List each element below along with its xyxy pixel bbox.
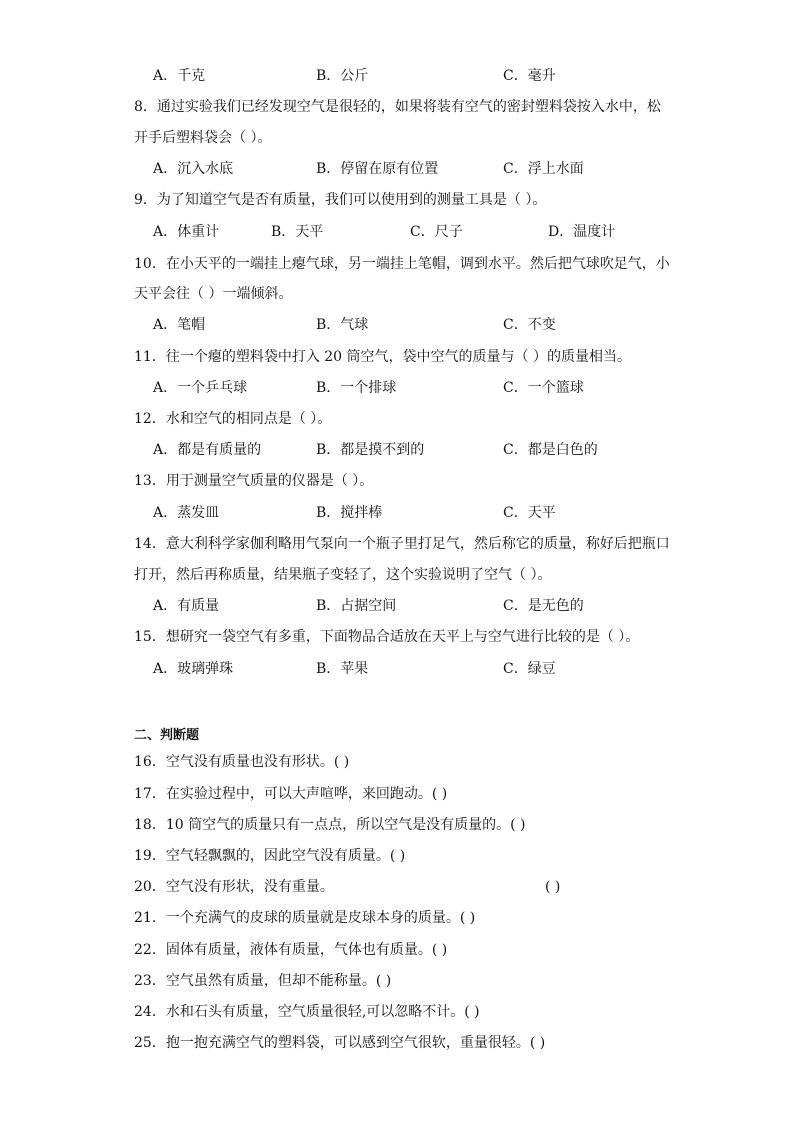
q13-option-b: B．搅拌棒 — [316, 505, 383, 521]
q9-option-d: D．温度计 — [548, 224, 616, 240]
tf-question-19: 19．空气轻飘飘的，因此空气没有质量。( ) — [134, 848, 406, 864]
q12-option-c: C．都是白色的 — [503, 442, 598, 458]
tf-question-24: 24．水和石头有质量，空气质量很轻,可以忽略不计。( ) — [134, 1004, 480, 1020]
tf-question-20: 20．空气没有形状，没有重量。 — [134, 879, 334, 895]
q8-stem-line1: 8．通过实验我们已经发现空气是很轻的，如果将装有空气的密封塑料袋按入水中，松 — [134, 99, 661, 115]
q10-option-a: A．笔帽 — [153, 317, 206, 333]
q10-stem-line1: 10．在小天平的一端挂上瘪气球，另一端挂上笔帽，调到水平。然后把气球吹足气，小 — [134, 256, 670, 272]
tf-question-20-answer-paren: ( ) — [545, 879, 561, 895]
q7-option-a: A．千克 — [153, 68, 206, 84]
q13-option-a: A．蒸发皿 — [153, 505, 220, 521]
q15-option-c: C．绿豆 — [503, 661, 556, 677]
q11-option-c: C．一个篮球 — [503, 380, 584, 396]
q9-option-b: B．天平 — [271, 224, 324, 240]
q11-option-b: B．一个排球 — [316, 380, 397, 396]
q11-stem: 11．往一个瘪的塑料袋中打入 20 筒空气，袋中空气的质量与（ ）的质量相当。 — [134, 349, 631, 365]
q10-option-c: C．不变 — [503, 317, 556, 333]
tf-question-22: 22．固体有质量，液体有质量，气体也有质量。( ) — [134, 942, 448, 958]
tf-question-25: 25．抱一抱充满空气的塑料袋，可以感到空气很软，重量很轻。( ) — [134, 1035, 546, 1051]
q9-stem: 9．为了知道空气是否有质量，我们可以使用到的测量工具是（ ）。 — [134, 192, 547, 208]
q9-option-a: A．体重计 — [153, 224, 220, 240]
q14-option-c: C．是无色的 — [503, 598, 584, 614]
q15-option-b: B．苹果 — [316, 661, 369, 677]
q7-option-c: C．毫升 — [503, 68, 556, 84]
q8-option-c: C．浮上水面 — [503, 161, 584, 177]
section-title-true-false: 二、判断题 — [134, 728, 200, 743]
q15-stem: 15．想研究一袋空气有多重，下面物品合适放在天平上与空气进行比较的是（ ）。 — [134, 629, 640, 645]
q12-stem: 12．水和空气的相同点是（ ）。 — [134, 411, 332, 427]
q8-option-b: B．停留在原有位置 — [316, 161, 439, 177]
q10-option-b: B．气球 — [316, 317, 369, 333]
q11-option-a: A．一个乒乓球 — [153, 380, 248, 396]
q8-stem-line2: 开手后塑料袋会（ ）。 — [134, 130, 272, 146]
tf-question-17: 17．在实验过程中，可以大声喧哗，来回跑动。( ) — [134, 786, 448, 802]
tf-question-18: 18．10 筒空气的质量只有一点点，所以空气是没有质量的。( ) — [134, 817, 526, 833]
q12-option-b: B．都是摸不到的 — [316, 442, 425, 458]
q12-option-a: A．都是有质量的 — [153, 442, 262, 458]
q10-stem-line2: 天平会往（ ）一端倾斜。 — [134, 286, 293, 302]
q7-option-b: B．公斤 — [316, 68, 369, 84]
q13-option-c: C．天平 — [503, 505, 556, 521]
q14-stem-line1: 14．意大利科学家伽利略用气泵向一个瓶子里打足气，然后称它的质量，称好后把瓶口 — [134, 536, 670, 552]
q14-option-b: B．占据空间 — [316, 598, 397, 614]
q15-option-a: A．玻璃弹珠 — [153, 661, 234, 677]
q14-stem-line2: 打开，然后再称质量，结果瓶子变轻了，这个实验说明了空气（ ）。 — [134, 567, 552, 583]
tf-question-21: 21．一个充满气的皮球的质量就是皮球本身的质量。( ) — [134, 910, 476, 926]
q14-option-a: A．有质量 — [153, 598, 220, 614]
tf-question-23: 23．空气虽然有质量，但却不能称量。( ) — [134, 973, 392, 989]
q13-stem: 13．用于测量空气质量的仪器是（ ）。 — [134, 473, 374, 489]
tf-question-16: 16．空气没有质量也没有形状。( ) — [134, 754, 350, 770]
q9-option-c: C．尺子 — [410, 224, 463, 240]
q8-option-a: A．沉入水底 — [153, 161, 234, 177]
